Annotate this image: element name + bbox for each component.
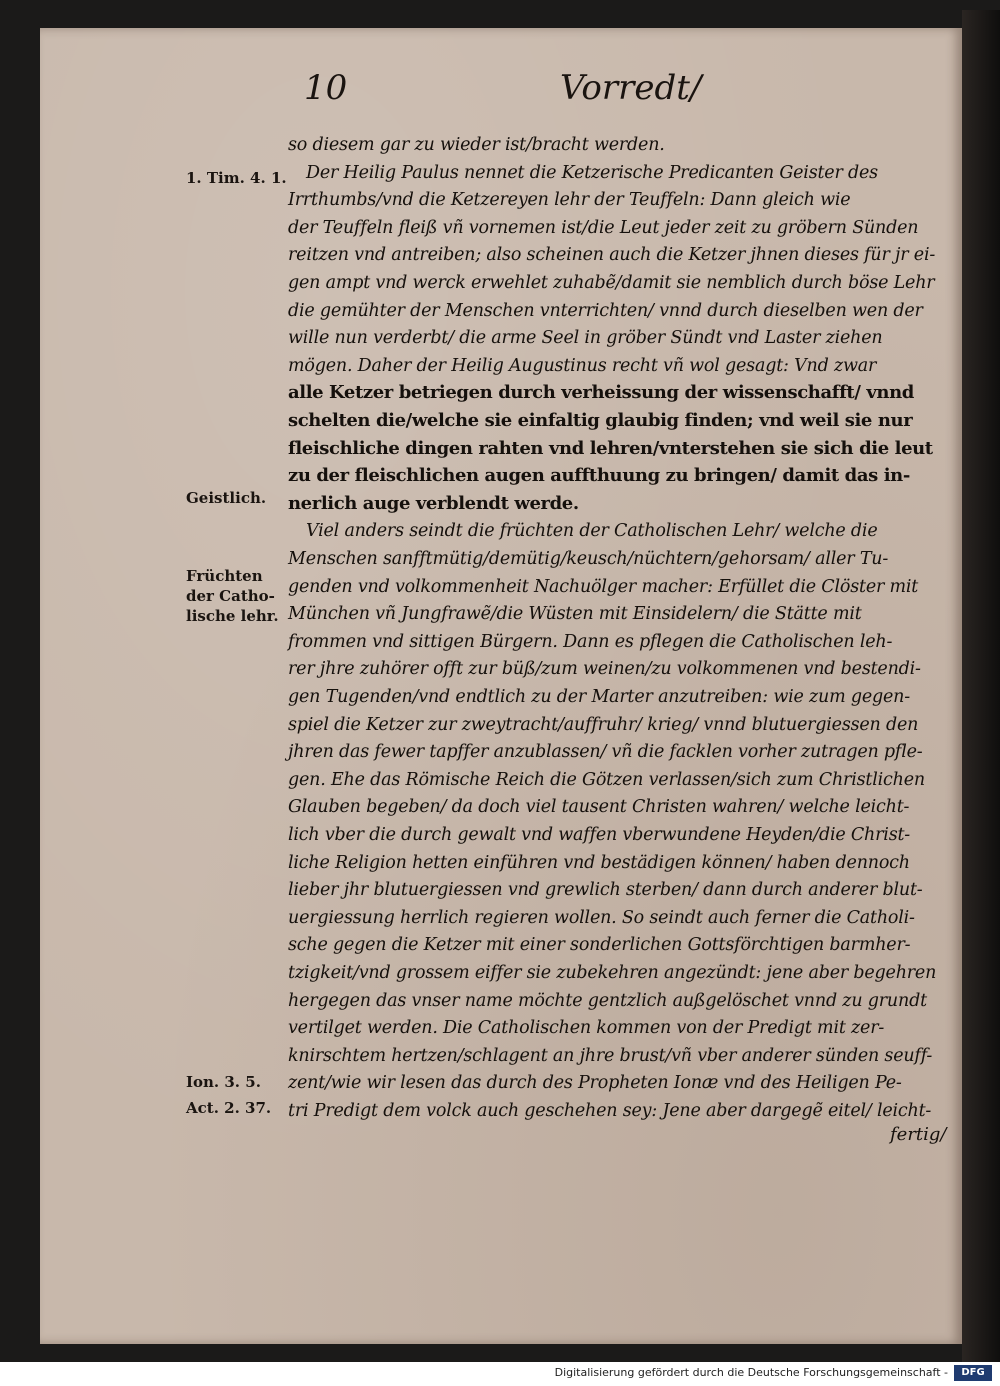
- margin-note-catho: der Catho-: [186, 587, 275, 605]
- text-line: rer jhre zuhörer offt zur büß/zum weinen/zu volkommenen vnd bestendi-: [288, 659, 921, 679]
- text-line: lich vber die durch gewalt vnd waffen vberwundene Heyden/die Christ-: [288, 825, 911, 845]
- text-line: hergegen das vnser name möchte gentzlich außgelöschet vnnd zu grundt: [288, 991, 927, 1011]
- text-line: spiel die Ketzer zur zweytracht/auffruhr/ krieg/ vnnd blutuergiessen den: [288, 715, 919, 735]
- text-line: gen. Ehe das Römische Reich die Götzen verlassen/sich zum Christlichen: [288, 770, 925, 790]
- text-line: gen Tugenden/vnd endtlich zu der Marter anzutreiben: wie zum gegen-: [288, 687, 910, 707]
- text-line: so diesem gar zu wieder ist/bracht werden.: [288, 135, 665, 155]
- margin-note-lehr: lische lehr.: [186, 607, 279, 625]
- margin-note-geistlich: Geistlich.: [186, 489, 267, 507]
- text-line: der Teuffeln fleiß vñ vornemen ist/die Leut jeder zeit zu gröbern Sünden: [288, 218, 919, 238]
- text-line: München vñ Jungfrawẽ/die Wüsten mit Einsidelern/ die Stätte mit: [288, 604, 862, 624]
- text-line: uergiessung herrlich regieren wollen. So seindt auch ferner die Catholi-: [288, 908, 915, 928]
- text-line: reitzen vnd antreiben; also scheinen auch die Ketzer jhnen dieses für jr ei-: [288, 245, 936, 265]
- catchword: fertig/: [890, 1124, 947, 1145]
- text-line: Der Heilig Paulus nennet die Ketzerische Predicanten Geister des: [306, 163, 878, 183]
- text-line: lieber jhr blutuergiessen vnd grewlich sterben/ dann durch anderer blut-: [288, 880, 923, 900]
- text-line: vertilget werden. Die Catholischen kommen von der Predigt mit zer-: [288, 1018, 885, 1038]
- funding-notice: Digitalisierung gefördert durch die Deutsche Forschungsgemeinschaft -: [554, 1366, 948, 1379]
- text-line: jhren das fewer tapffer anzublassen/ vñ die facklen vorher zutragen pfle-: [288, 742, 923, 762]
- text-line-quote: zu der fleischlichen augen auffthuung zu bringen/ damit das in-: [288, 465, 910, 486]
- text-line: sche gegen die Ketzer mit einer sonderlichen Gottsförchtigen barmher-: [288, 935, 911, 955]
- text-line: genden vnd volkommenheit Nachuölger macher: Erfüllet die Clöster mit: [288, 577, 919, 597]
- text-line: gen ampt vnd werck erwehlet zuhabẽ/damit sie nemblich durch böse Lehr: [288, 273, 935, 293]
- page-number: 10: [304, 68, 348, 108]
- margin-note-scripture-ref: 1. Tim. 4. 1.: [186, 169, 287, 187]
- text-line: tri Predigt dem volck auch geschehen sey: Jene aber dargegẽ eitel/ leicht-: [288, 1101, 932, 1121]
- text-line: Viel anders seindt die früchten der Catholischen Lehr/ welche die: [306, 521, 878, 541]
- text-line: mögen. Daher der Heilig Augustinus recht vñ wol gesagt: Vnd zwar: [288, 356, 877, 376]
- text-line: frommen vnd sittigen Bürgern. Dann es pflegen die Catholischen leh-: [288, 632, 893, 652]
- text-line-quote: schelten die/welche sie einfaltig glaubig finden; vnd weil sie nur: [288, 410, 913, 431]
- margin-note-acts-ref: Act. 2. 37.: [186, 1099, 272, 1117]
- margin-note-jonah-ref: Ion. 3. 5.: [186, 1073, 261, 1091]
- running-title: Vorredt/: [560, 68, 702, 108]
- footer-bar: [0, 1362, 1000, 1386]
- text-line: wille nun verderbt/ die arme Seel in gröber Sündt vnd Laster ziehen: [288, 328, 883, 348]
- margin-note-fruechten: Früchten: [186, 567, 263, 585]
- text-line: knirschtem hertzen/schlagent an jhre brust/vñ vber anderer sünden seuff-: [288, 1046, 933, 1066]
- text-line-quote: alle Ketzer betriegen durch verheissung der wissenschafft/ vnnd: [288, 382, 914, 403]
- text-line-quote: nerlich auge verblendt werde.: [288, 493, 579, 514]
- text-line: Menschen sanfftmütig/demütig/keusch/nüchtern/gehorsam/ aller Tu-: [288, 549, 889, 569]
- text-line-quote: fleischliche dingen rahten vnd lehren/vnterstehen sie sich die leut: [288, 438, 933, 459]
- text-line: Glauben begeben/ da doch viel tausent Christen wahren/ welche leicht-: [288, 797, 910, 817]
- text-line: die gemühter der Menschen vnterrichten/ vnnd durch dieselben wen der: [288, 301, 923, 321]
- text-line: tzigkeit/vnd grossem eiffer sie zubekehren angezündt: jene aber begehren: [288, 963, 937, 983]
- text-line: liche Religion hetten einführen vnd bestädigen können/ haben dennoch: [288, 853, 910, 873]
- dfg-logo: DFG: [954, 1365, 992, 1381]
- text-line: zent/wie wir lesen das durch des Propheten Ionæ vnd des Heiligen Pe-: [288, 1073, 902, 1093]
- text-line: Irrthumbs/vnd die Ketzereyen lehr der Teuffeln: Dann gleich wie: [288, 190, 851, 210]
